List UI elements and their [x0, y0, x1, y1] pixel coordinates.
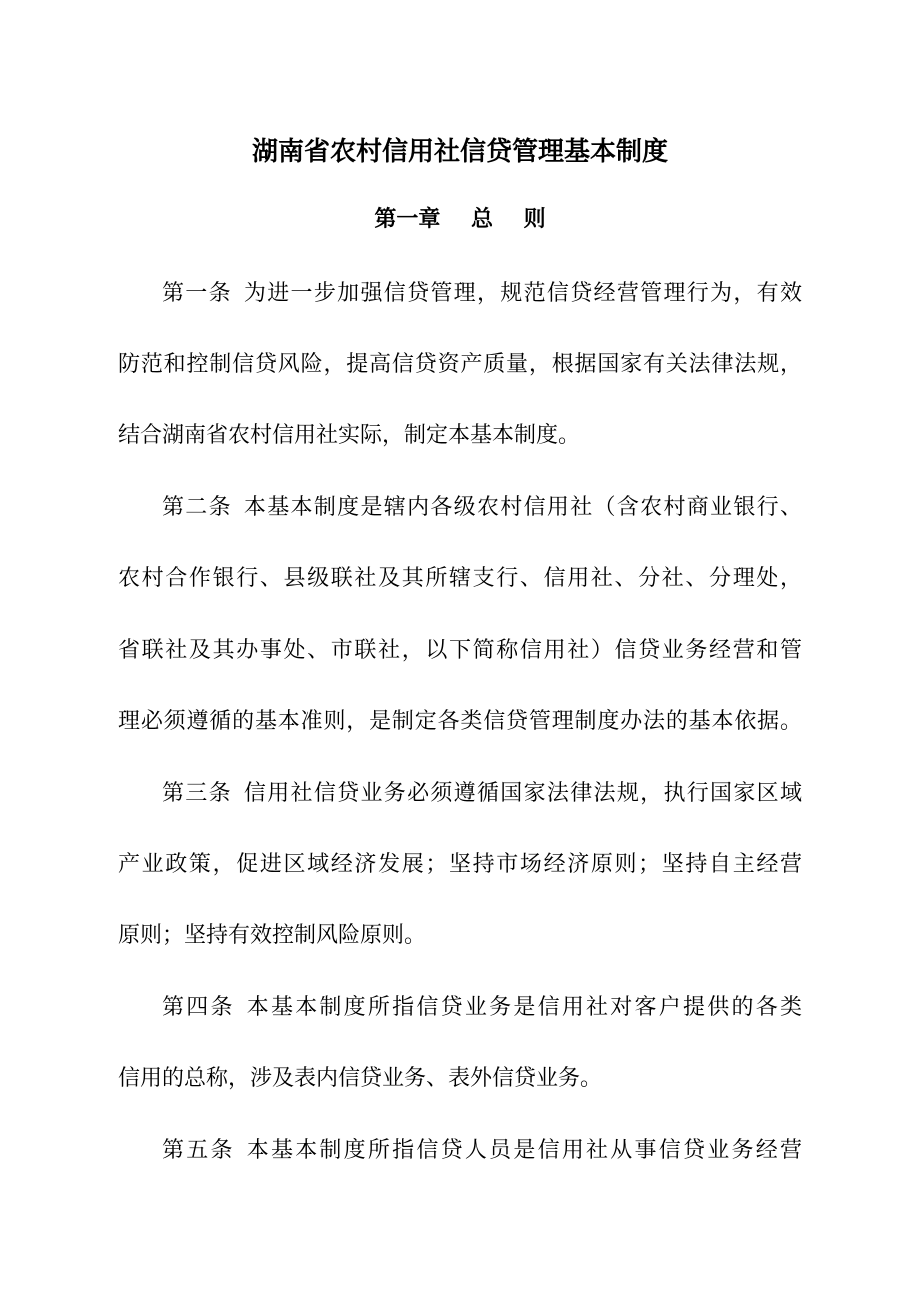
article-3-line-3: 原则；坚持有效控制风险原则。 [118, 923, 427, 948]
article-1-line-1 [162, 279, 802, 309]
article-number: 第一条 [162, 281, 232, 306]
article-2-line-3: 省联社及其办事处、市联社，以下简称信用社）信贷业务经营和管 [118, 638, 802, 663]
article-2-line-4: 理必须遵循的基本准则，是制定各类信贷管理制度办法的基本依据。 [118, 709, 802, 734]
article-text: 本基本制度所指信贷业务是信用社对客户提供的各类 [246, 995, 802, 1020]
article-4-line-2: 信用的总称，涉及表内信贷业务、表外信贷业务。 [118, 1066, 603, 1091]
article-text: 本基本制度是辖内各级农村信用社（含农村商业银行、 [243, 495, 802, 520]
article-2-line-1 [162, 493, 802, 523]
article-text: 本基本制度所指信贷人员是信用社从事信贷业务经营 [246, 1138, 802, 1163]
article-3-line-1 [162, 779, 802, 809]
article-2-line-2: 农村合作银行、县级联社及其所辖支行、信用社、分社、分理处， [118, 566, 802, 591]
article-number: 第四条 [162, 995, 235, 1020]
article-3-line-2: 产业政策，促进区域经济发展；坚持市场经济原则；坚持自主经营 [118, 852, 802, 877]
article-text: 信用社信贷业务必须遵循国家法律法规，执行国家区域 [243, 781, 802, 806]
chapter-heading: 第一章 总 则 [374, 207, 546, 232]
article-number: 第二条 [162, 495, 232, 520]
article-5-line-1 [162, 1136, 802, 1166]
document-title: 湖南省农村信用社信贷管理基本制度 [251, 137, 668, 167]
article-number: 第三条 [162, 781, 232, 806]
article-4-line-1 [162, 993, 802, 1023]
article-1-line-3: 结合湖南省农村信用社实际，制定本基本制度。 [118, 423, 581, 448]
article-1-line-2: 防范和控制信贷风险，提高信贷资产质量，根据国家有关法律法规， [118, 352, 802, 377]
article-number: 第五条 [162, 1138, 235, 1163]
article-text: 为进一步加强信贷管理，规范信贷经营管理行为，有效 [243, 281, 802, 306]
